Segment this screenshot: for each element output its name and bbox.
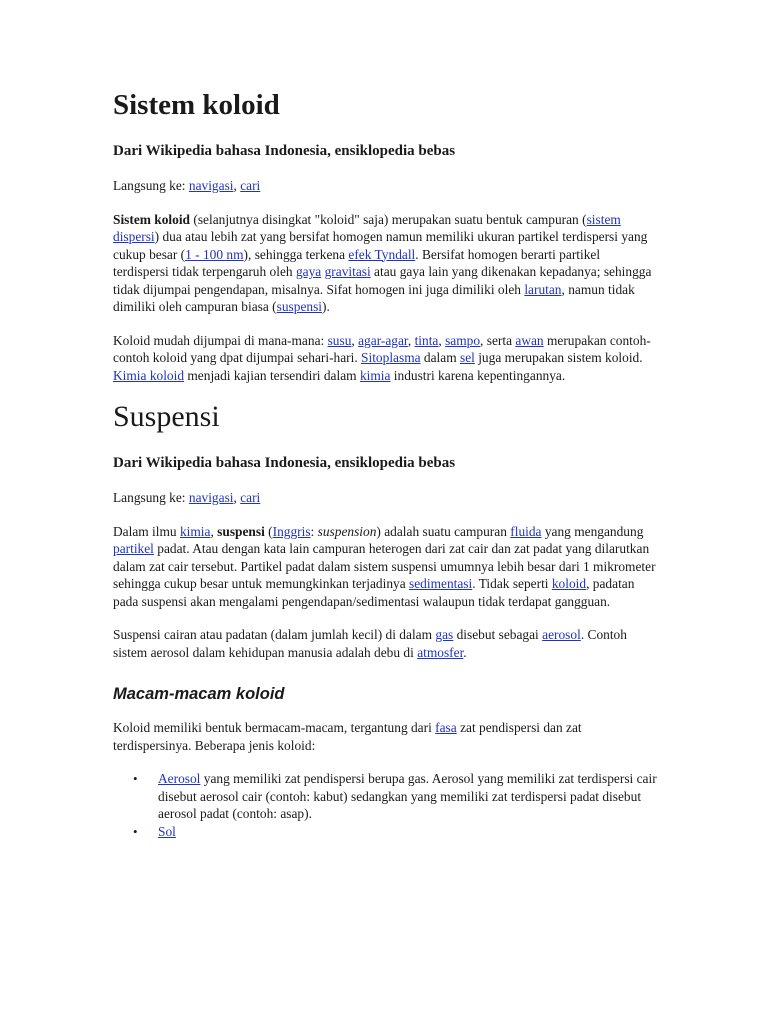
document-body	[113, 88, 658, 840]
search-link-2[interactable]: cari	[240, 490, 261, 505]
link-susu[interactable]: susu	[327, 332, 352, 348]
bold-suspensi: suspensi	[217, 523, 265, 539]
section-title-suspensi: Suspensi	[113, 400, 220, 433]
jump-links-2: Langsung ke: navigasi, cari	[113, 490, 261, 505]
italic-suspension: suspension	[317, 523, 377, 539]
jump-links: Langsung ke: navigasi, cari	[113, 178, 261, 193]
page-subtitle: Dari Wikipedia bahasa Indonesia, ensiklopedia bebas	[113, 143, 456, 159]
link-sedimentasi[interactable]: sedimentasi	[409, 576, 473, 591]
bold-term: Sistem koloid	[113, 211, 191, 227]
link-kimia-koloid[interactable]: Kimia koloid	[113, 367, 185, 383]
section-heading-macam: Macam-macam koloid	[113, 685, 285, 703]
link-sampo[interactable]: sampo	[445, 332, 481, 348]
link-gaya[interactable]: gaya	[295, 264, 322, 279]
paragraph-intro: Sistem koloid (selanjutnya disingkat "koloid" saja) merupakan suatu bentuk campuran (sistem dispersi) dua atau lebih zat yang bersifat homogen namun memiliki ukuran partikel terdispersi yang cukup besar (1 - 100 nm), sehingga terkena efek Tyndall. Bersifat homogen berarti partikel terdispersi tidak terpengaruh oleh gaya gravitasi atau gaya lain yang dikenakan kepadanya; sehingga tidak dijumpai pengendapan, misalnya. Sifat homogen ini juga dimiliki oleh larutan, namun tidak dimiliki oleh campuran biasa (suspensi).	[113, 211, 652, 314]
link-fasa[interactable]: fasa	[435, 720, 457, 735]
bullet-icon: •	[133, 771, 138, 786]
link-sol-item[interactable]: Sol	[158, 823, 176, 839]
search-link[interactable]: cari	[240, 178, 261, 193]
link-tinta[interactable]: tinta	[414, 332, 439, 348]
link-larutan[interactable]: larutan	[524, 281, 562, 297]
link-kimia-2[interactable]: kimia	[179, 523, 211, 539]
link-inggris[interactable]: Inggris	[272, 523, 311, 539]
link-nm[interactable]: 1 - 100 nm	[185, 246, 244, 262]
paragraph-aerosol: Suspensi cairan atau padatan (dalam jumlah kecil) di dalam gas disebut sebagai aerosol. Contoh sistem aerosol dalam kehidupan manusia adalah debu di atmosfer.	[113, 627, 627, 660]
link-sitoplasma[interactable]: Sitoplasma	[361, 350, 421, 365]
link-gravitasi[interactable]: gravitasi	[324, 264, 371, 279]
bullet-icon: •	[133, 823, 138, 839]
list-item	[113, 823, 658, 841]
link-aerosol[interactable]: aerosol	[542, 627, 581, 642]
paragraph-examples: Koloid mudah dijumpai di mana-mana: susu, agar-agar, tinta, sampo, serta awan merupakan contoh-contoh koloid yang dpat dijumpai sehari-hari. Sitoplasma dalam sel juga merupakan sistem koloid. Kimia koloid menjadi kajian tersendiri dalam kimia industri karena kepentingannya.	[113, 332, 651, 383]
page-subtitle-2: Dari Wikipedia bahasa Indonesia, ensiklopedia bebas	[113, 455, 456, 471]
page-title: Sistem koloid	[113, 89, 280, 121]
link-partikel[interactable]: partikel	[113, 541, 154, 556]
link-efek-tyndall[interactable]: efek Tyndall	[348, 246, 416, 262]
link-koloid[interactable]: koloid	[551, 576, 587, 591]
link-fluida[interactable]: fluida	[510, 523, 542, 539]
nav-link-2[interactable]: navigasi	[188, 490, 234, 505]
link-agar-agar[interactable]: agar-agar	[358, 332, 408, 348]
nav-link[interactable]: navigasi	[188, 178, 234, 193]
paragraph-suspensi-def: Dalam ilmu kimia, suspensi (Inggris: suspension) adalah suatu campuran fluida yang mengandung partikel padat. Atau dengan kata lain campuran heterogen dari zat cair dan zat padat yang dilarutkan dalam zat cair tersebut. Partikel padat dalam sistem suspensi umumnya lebih besar dari 1 mikrometer sehingga cukup besar untuk memungkinkan terjadinya sedimentasi. Tidak seperti koloid, padatan pada suspensi akan mengalami pengendapan/sedimentasi walaupun tidak terdapat gangguan.	[113, 523, 656, 609]
list-item: • Aerosol yang memiliki zat pendispersi berupa gas. Aerosol yang memiliki zat terdispersi cair disebut aerosol cair (contoh: kabut) sedangkan yang memiliki zat terdispersi padat disebut aerosol padat (contoh: asap).	[133, 771, 657, 821]
link-suspensi[interactable]: suspensi	[276, 299, 323, 314]
link-gas[interactable]: gas	[435, 627, 454, 642]
koloid-type-list	[113, 770, 658, 840]
link-atmosfer[interactable]: atmosfer	[417, 644, 464, 660]
paragraph-macam-intro: Koloid memiliki bentuk bermacam-macam, tergantung dari fasa zat pendispersi dan zat terdispersinya. Beberapa jenis koloid:	[113, 720, 582, 753]
link-aerosol-item[interactable]: Aerosol	[158, 771, 201, 786]
link-kimia[interactable]: kimia	[359, 367, 391, 383]
link-sistem-dispersi[interactable]: sistem dispersi	[113, 211, 621, 244]
link-awan[interactable]: awan	[515, 332, 544, 348]
link-sel[interactable]: sel	[459, 350, 475, 365]
